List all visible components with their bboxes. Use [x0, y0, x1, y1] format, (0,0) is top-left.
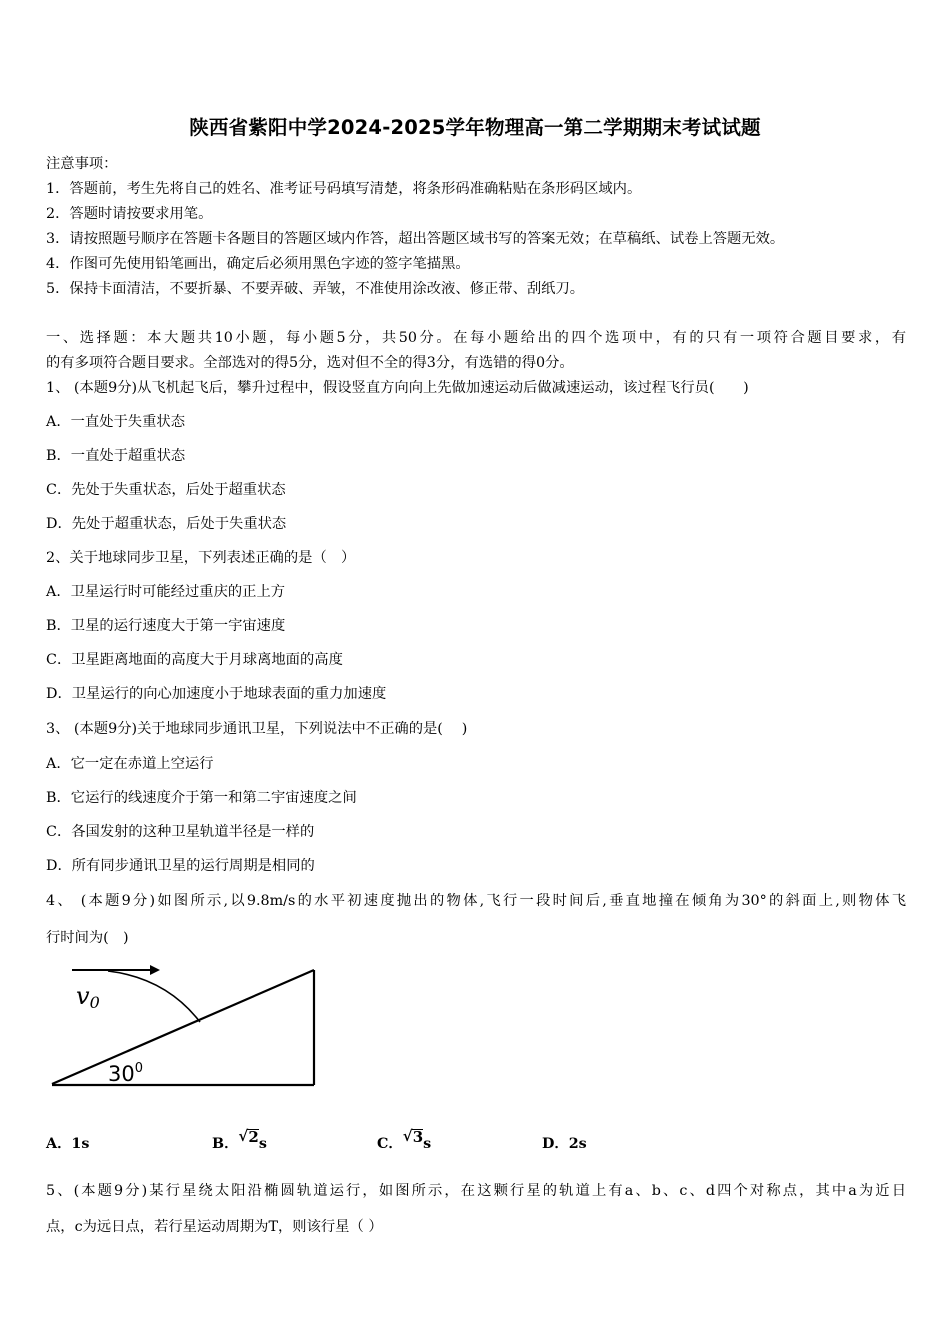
incline-projectile-figure: [48, 962, 320, 1090]
question-4-option-a: A．1s: [46, 1136, 90, 1152]
section-intro-line: 一、选择题：本大题共10小题，每小题5分，共50分。在每小题给出的四个选项中，有的只有一项符合题目要求，有: [46, 330, 906, 346]
question-2-option: B．卫星的运行速度大于第一宇宙速度: [46, 618, 286, 634]
trajectory-curve: [108, 971, 200, 1022]
question-5-stem-line2: 点，c为远日点，若行星运动周期为T，则该行星（ ）: [46, 1219, 383, 1235]
radical-sign: √: [238, 1127, 249, 1145]
section-intro-line: 的有多项符合题目要求。全部选对的得5分，选对但不全的得3分，有选错的得0分。: [46, 355, 574, 371]
radicand: 3: [412, 1128, 424, 1146]
option-c-unit: s: [423, 1136, 432, 1152]
v-label: v: [76, 982, 90, 1010]
angle-value: 30: [108, 1062, 135, 1086]
sqrt-three: [403, 1128, 423, 1146]
question-3-stem: 3、 (本题9分)关于地球同步通讯卫星，下列说法中不正确的是( ): [46, 721, 468, 737]
option-b-label: B．: [212, 1136, 239, 1152]
question-1-option: B．一直处于超重状态: [46, 448, 186, 464]
v0-label: [76, 982, 100, 1012]
question-4-option-b: [212, 1127, 267, 1153]
question-1-stem: 1、 (本题9分)从飞机起飞后，攀升过程中，假设竖直方向向上先做加速运动后做减速运动，该过程飞行员( ): [46, 380, 749, 396]
option-c-label: C．: [377, 1136, 403, 1152]
question-4-option-d: D．2s: [542, 1136, 587, 1152]
radicand: 2: [248, 1128, 259, 1146]
page-title: 陕西省紫阳中学2024-2025学年物理高一第二学期期末考试试题: [189, 116, 761, 139]
notes-heading: 注意事项：: [46, 156, 118, 172]
note-item: 4．作图可先使用铅笔画出，确定后必须用黑色字迹的签字笔描黑。: [46, 256, 470, 272]
v-subscript: 0: [89, 993, 100, 1012]
question-4-stem-line2: 行时间为( ): [46, 930, 129, 946]
note-item: 3．请按照题号顺序在答题卡各题目的答题区域内作答，超出答题区域书写的答案无效；在草稿纸、试卷上答题无效。: [46, 231, 785, 247]
question-4-option-c: [377, 1127, 432, 1153]
question-3-option: B．它运行的线速度介于第一和第二宇宙速度之间: [46, 790, 357, 806]
question-3-option: A．它一定在赤道上空运行: [46, 756, 214, 772]
question-3-option: C．各国发射的这种卫星轨道半径是一样的: [46, 824, 315, 840]
question-1-option: D．先处于超重状态，后处于失重状态: [46, 516, 287, 532]
question-1-option: A．一直处于失重状态: [46, 414, 185, 430]
note-item: 1．答题前，考生先将自己的姓名、准考证号码填写清楚，将条形码准确粘贴在条形码区域内。: [46, 181, 642, 197]
question-2-option: C．卫星距离地面的高度大于月球离地面的高度: [46, 652, 343, 668]
option-b-unit: s: [258, 1136, 267, 1152]
question-2-stem: 2、关于地球同步卫星，下列表述正确的是（ ）: [46, 550, 356, 566]
note-item: 5．保持卡面清洁，不要折暴、不要弄破、弄皱，不准使用涂改液、修正带、刮纸刀。: [46, 281, 585, 297]
note-item: 2．答题时请按要求用笔。: [46, 206, 213, 222]
question-2-option: D．卫星运行的向心加速度小于地球表面的重力加速度: [46, 686, 387, 702]
sqrt-two: [238, 1128, 258, 1146]
angle-label: [108, 1061, 143, 1086]
question-3-option: D．所有同步通讯卫星的运行周期是相同的: [46, 858, 315, 874]
angle-degree: 0: [134, 1061, 144, 1076]
velocity-arrowhead: [150, 965, 160, 975]
incline-slope: [52, 970, 314, 1084]
question-1-option: C．先处于失重状态，后处于超重状态: [46, 482, 286, 498]
question-2-option: A．卫星运行时可能经过重庆的正上方: [46, 584, 286, 600]
question-4-stem-line1: 4、 (本题9分)如图所示,以9.8m/s的水平初速度抛出的物体,飞行一段时间后,垂直地撞在倾角为30°的斜面上,则物体飞: [46, 893, 906, 909]
radical-sign: √: [402, 1127, 413, 1145]
question-5-stem-line1: 5、(本题9分)某行星绕太阳沿椭圆轨道运行，如图所示，在这颗行星的轨道上有a、b、c、d四个对称点，其中a为近日: [46, 1183, 906, 1199]
